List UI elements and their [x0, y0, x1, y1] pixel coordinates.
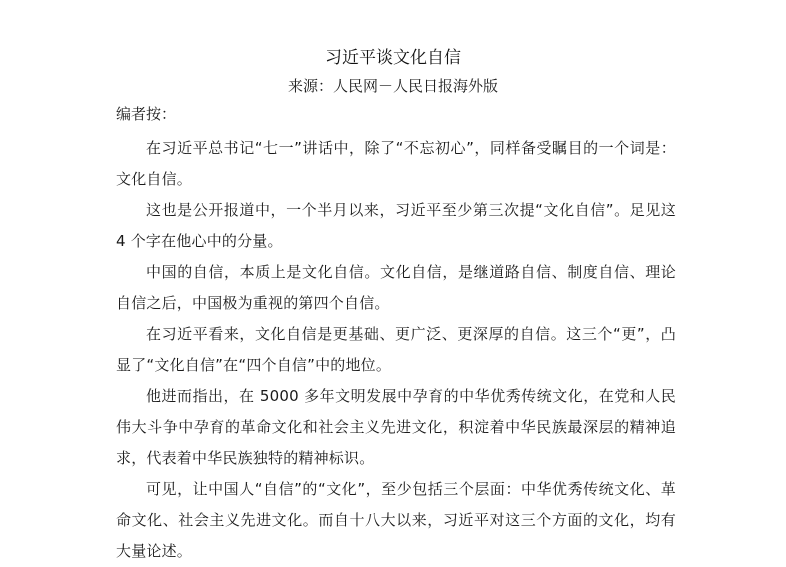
paragraph: 他进而指出，在 5000 多年文明发展中孕育的中华优秀传统文化，在党和人民伟大斗争中孕育的革命文化和社会主义先进文化，积淀着中华民族最深层的精神追求，代表着中华民族独特的精神标识。 — [116, 387, 676, 467]
paragraph: 中国的自信，本质上是文化自信。文化自信，是继道路自信、制度自信、理论自信之后，中国极为重视的第四个自信。 — [116, 263, 676, 312]
document-source: 来源：人民网－人民日报海外版 — [287, 77, 498, 95]
editor-note-label: 编者按： — [116, 105, 177, 123]
document-title: 习近平谈文化自信 — [325, 48, 461, 68]
paragraph: 在习近平总书记“七一”讲话中，除了“不忘初心”，同样备受瞩目的一个词是：文化自信。 — [116, 139, 676, 188]
paragraph: 这也是公开报道中，一个半月以来，习近平至少第三次提“文化自信”。足见这 4 个字在他心中的分量。 — [116, 201, 676, 250]
paragraph: 在习近平看来，文化自信是更基础、更广泛、更深厚的自信。这三个“更”，凸显了“文化自信”在“四个自信”中的地位。 — [116, 325, 676, 374]
paragraph: 可见，让中国人“自信”的“文化”，至少包括三个层面：中华优秀传统文化、革命文化、社会主义先进文化。而自十八大以来，习近平对这三个方面的文化，均有大量论述。 — [116, 480, 676, 560]
document-body — [116, 133, 676, 567]
